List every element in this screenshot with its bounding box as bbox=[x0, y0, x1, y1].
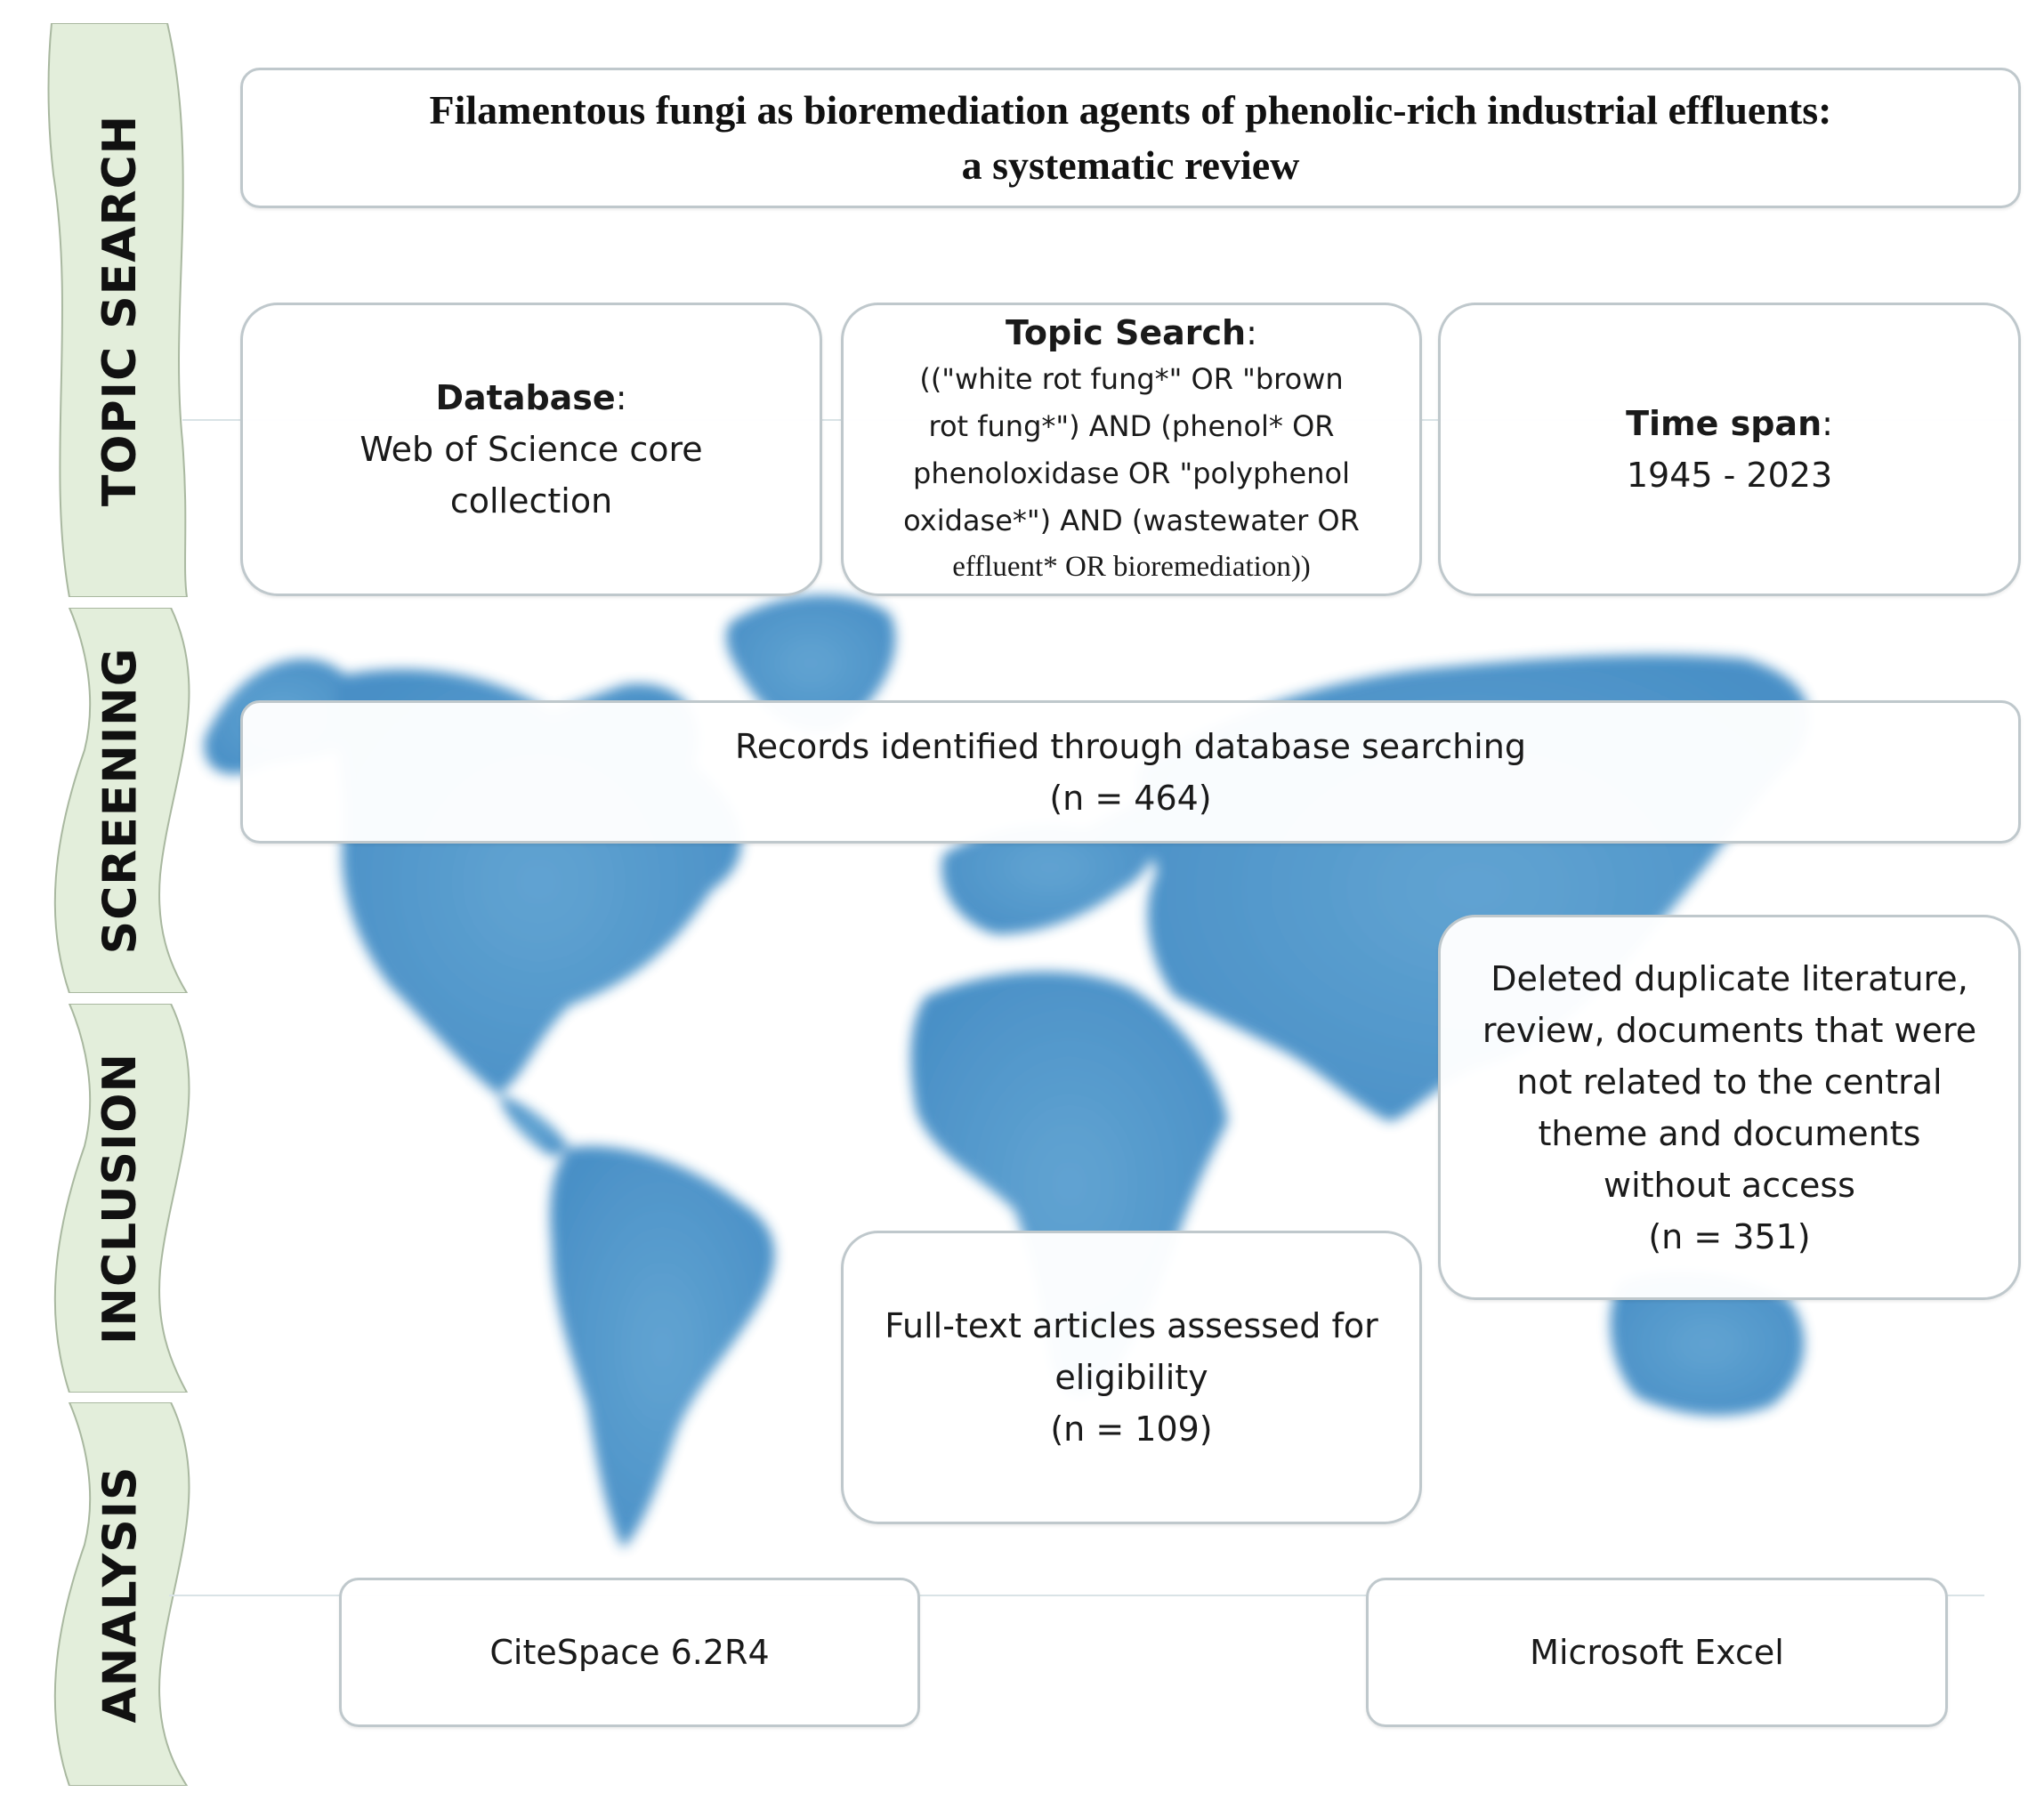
tool-excel-label: Microsoft Excel bbox=[1530, 1633, 1784, 1672]
full-text-count: (n = 109) bbox=[1050, 1409, 1213, 1449]
stage-label: TOPIC SEARCH bbox=[93, 114, 147, 506]
excluded-records-box bbox=[1438, 915, 2021, 1300]
topic-query-line: (("white rot fung*" OR "brown bbox=[919, 362, 1344, 396]
tool-citespace-label: CiteSpace 6.2R4 bbox=[489, 1633, 770, 1672]
topic-search-box: Topic Search: (("white rot fung*" OR "brown rot fung*") AND (phenol* OR phenoloxidase OR "polyphenol oxidase*") AND (wastewater OR effluent* OR bioremediation)) bbox=[841, 303, 1422, 596]
time-span-label: Time span bbox=[1626, 404, 1822, 443]
tool-excel-box bbox=[1366, 1578, 1948, 1727]
full-text-assessed-box bbox=[841, 1231, 1422, 1524]
topic-query-line: rot fung*") AND (phenol* OR bbox=[928, 409, 1335, 443]
excluded-text-line: theme and documents bbox=[1538, 1113, 1921, 1153]
excluded-count: (n = 351) bbox=[1648, 1216, 1811, 1256]
records-identified-count: (n = 464) bbox=[1049, 778, 1212, 818]
topic-query-line: effluent* OR bioremediation)) bbox=[952, 551, 1311, 583]
excluded-text-line: Deleted duplicate literature, bbox=[1491, 958, 1968, 998]
database-value-line2: collection bbox=[449, 481, 613, 521]
tool-citespace-box bbox=[339, 1578, 920, 1727]
stage-band-screening bbox=[36, 608, 205, 993]
stage-label: SCREENING bbox=[93, 647, 148, 954]
review-title-line1: Filamentous fungi as bioremediation agents of phenolic-rich industrial effluents: bbox=[429, 87, 1832, 133]
review-title-line2: a systematic review bbox=[961, 142, 1300, 188]
excluded-text-line: without access bbox=[1604, 1165, 1855, 1205]
full-text-line1: Full-text articles assessed for bbox=[885, 1306, 1378, 1345]
database-value-line1: Web of Science core bbox=[360, 430, 703, 469]
topic-query-line: phenoloxidase OR "polyphenol bbox=[913, 456, 1350, 490]
time-span-value: 1945 - 2023 bbox=[1626, 456, 1833, 495]
database-label: Database bbox=[435, 378, 616, 417]
review-title-box bbox=[240, 68, 2021, 208]
stage-label: INCLUSION bbox=[93, 1052, 147, 1345]
stage-band-topic-search bbox=[36, 23, 205, 597]
stage-label: ANALYSIS bbox=[93, 1466, 148, 1723]
full-text-line2: eligibility bbox=[1054, 1358, 1208, 1397]
records-identified-box bbox=[240, 700, 2021, 844]
time-span-box: Time span: 1945 - 2023 bbox=[1438, 303, 2021, 596]
topic-query-line: oxidase*") AND (wastewater OR bbox=[903, 504, 1360, 537]
excluded-text-line: not related to the central bbox=[1516, 1062, 1943, 1102]
records-identified-text: Records identified through database searching bbox=[735, 726, 1526, 766]
excluded-text-line: review, documents that were bbox=[1482, 1010, 1977, 1050]
stage-band-inclusion bbox=[36, 1004, 205, 1393]
database-box: Database: Web of Science core collection bbox=[240, 303, 822, 596]
topic-search-label: Topic Search bbox=[1006, 313, 1247, 352]
